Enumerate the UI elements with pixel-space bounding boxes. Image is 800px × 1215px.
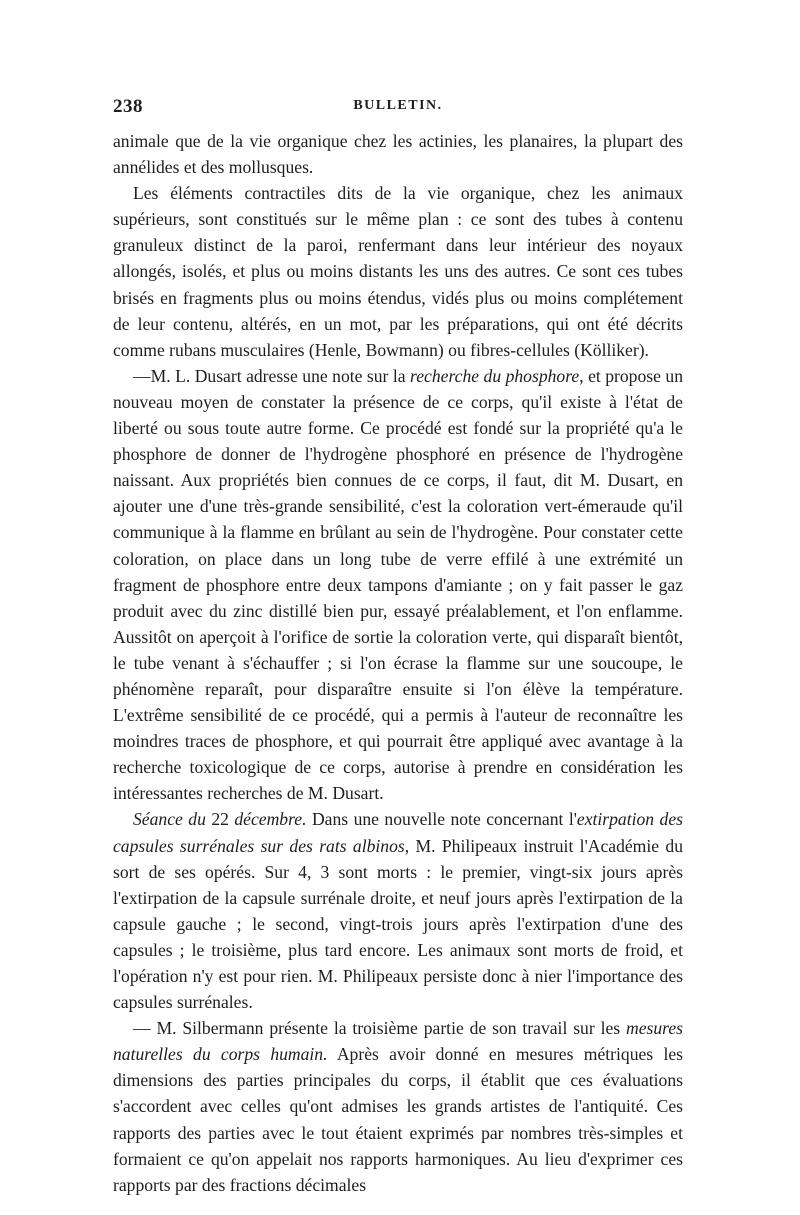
book-page [113,96,683,1198]
page-header [113,96,683,120]
italic-title: mesures naturelles du corps humain. [113,1018,683,1065]
paragraph-text: , M. Philipeaux instruit l'Académie du sort de ses opérés. Sur 4, 3 sont morts : le premier, vingt-six jours après l'extirpation de la capsule surrénale droite, et neuf jours après l'extirpation de la capsule gauche ; le second, vingt-trois jours après l'extirpation d'une des capsules ; le troisième, plus tard encore. Les animaux sont morts de froid, et l'opération n'y est pour rien. M. Philipeaux persiste donc à nier l'importance des capsules surrénales. [113,835,683,1013]
italic-title: extirpation des capsules surrénales sur des rats albinos [113,809,683,856]
paragraph-text: , et propose un nouveau moyen de constater la présence de ce corps, qu'il existe à l'état de liberté ou sous toute autre forme. Ce procédé est fondé sur la propriété qu'a le phosphore de donner de l'hydrogène phosphoré en présence de l'hydrogène naissant. Aux propriétés bien connues de ce corps, il faut, dit M. Dusart, en ajouter une d'une très-grande sensibilité, c'est la coloration vert-émeraude qu'il communique à la flamme en brûlant au sein de l'hydrogène. Pour constater cette coloration, on place dans un long tube de verre effilé à une extrémité un fragment de phosphore entre deux tampons d'amiante ; on y fait passer le gaz produit avec du zinc distillé bien pur, essayé préalablement, et l'on enflamme. Aussitôt on aperçoit à l'orifice de sortie la coloration verte, qui disparaît bientôt, le tube venant à s'échauffer ; si l'on écrase la flamme sur une soucoupe, le phénomène reparaît, pour disparaître ensuite si l'on élève la température. L'extrême sensibilité de ce procédé, qui a permis à l'auteur de reconnaître les moindres traces de phosphore, et qui pourrait être appliqué avec avantage à la recherche toxicologique de ce corps, autorise à prendre en considération les intéressantes recherches de M. Dusart. [113,365,683,804]
paragraph-text: — M. Silbermann présente la troisième partie de son travail sur les [133,1018,626,1039]
paragraph-silbermann-measures [113,1015,683,1198]
running-head: BULLETIN. [353,98,443,113]
paragraph-philipeaux-session [113,806,683,1015]
paragraph-text: animale que de la vie organique chez les actinies, les planaires, la plupart des annélides et des mollusques. [113,131,683,178]
paragraph-dusart-phosphorus [113,363,683,807]
paragraph-text: —M. L. Dusart adresse une note sur la [133,365,411,386]
italic-title: recherche du phosphore [410,365,580,386]
paragraph-contractile-elements [113,180,683,363]
paragraph-continuation [113,128,683,180]
page-number: 238 [113,96,143,117]
session-day: 22 [205,809,235,830]
body-text [113,128,683,1198]
session-label: Séance du [133,809,206,830]
session-month: décembre. [234,809,307,830]
paragraph-text: Les éléments contractiles dits de la vie organique, chez les animaux supérieurs, sont constitués sur le même plan : ce sont des tubes à contenu granuleux distinct de la paroi, renfermant dans leur intérieur des noyaux allongés, isolés, et plus ou moins distants les uns des autres. Ce sont ces tubes brisés en fragments plus ou moins étendus, vidés plus ou moins complétement de leur contenu, altérés, en un mot, par les préparations, qui ont été décrits comme rubans musculaires (Henle, Bowmann) ou fibres-cellules (Kölliker). [113,183,683,360]
paragraph-text: Dans une nouvelle note concernant l' [306,809,577,830]
paragraph-text: Après avoir donné en mesures métriques les dimensions des parties principales du corps, il établit que ces évaluations s'accordent avec celles qu'ont admises les grands artistes de l'antiquité. Ces rapports des parties avec le tout étaient exprimés par nombres très-simples et formaient ce qu'on appelait nos rapports harmoniques. Au lieu d'exprimer ces rapports par des fractions décimales [113,1044,683,1195]
